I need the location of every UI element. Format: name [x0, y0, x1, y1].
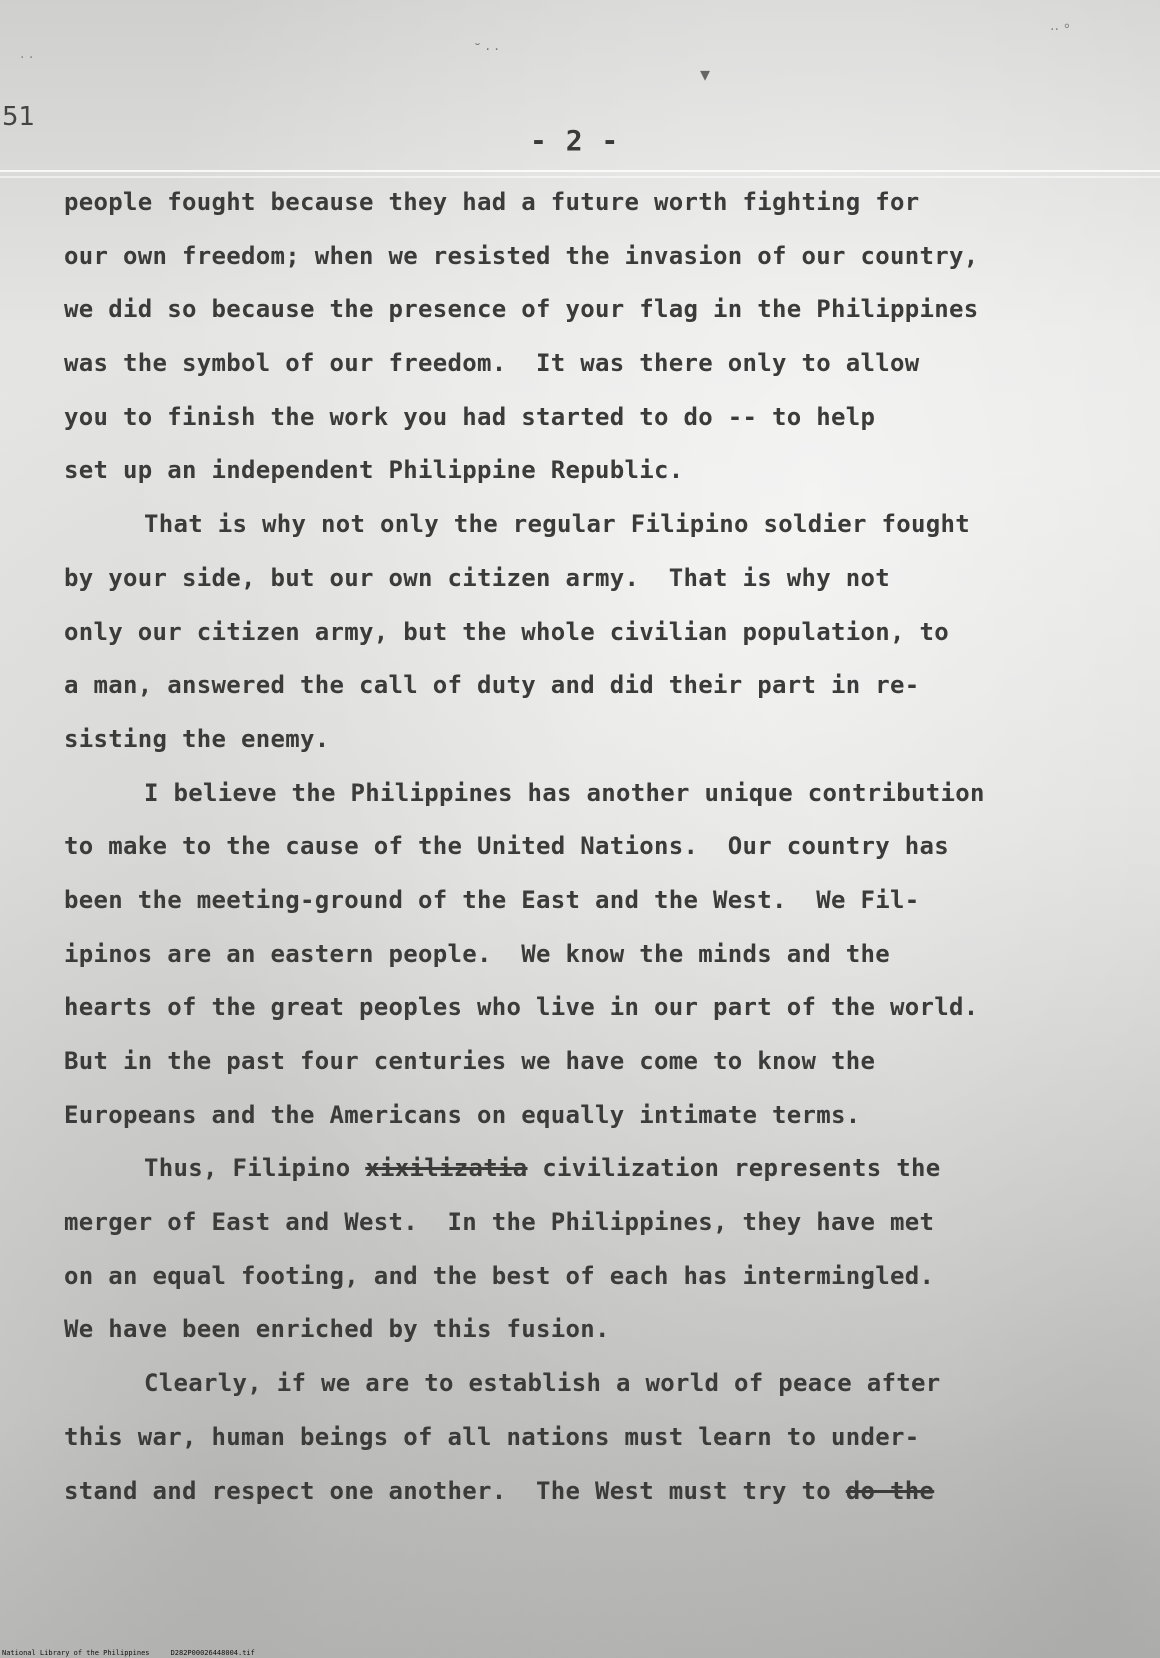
- text-line: by your side, but our own citizen army. That is why not: [64, 563, 890, 592]
- text-line: That is why not only the regular Filipino soldier fought: [144, 510, 970, 539]
- text-line: merger of East and West. In the Philippines, they have met: [64, 1208, 935, 1237]
- text-line: ipinos are an eastern people. We know the minds and the: [64, 939, 890, 968]
- text-line: been the meeting-ground of the East and the West. We Fil-: [64, 885, 920, 914]
- text-line: Clearly, if we are to establish a world of peace after: [144, 1369, 941, 1398]
- scan-speck: ▾: [700, 62, 711, 86]
- text-line: hearts of the great peoples who live in our part of the world.: [64, 993, 979, 1022]
- text-line: you to finish the work you had started to do -- to help: [64, 402, 876, 431]
- text-line: sisting the enemy.: [64, 724, 330, 753]
- text-line: we did so because the presence of your flag in the Philippines: [64, 295, 979, 324]
- text-fragment: civilization represents the: [527, 1154, 941, 1183]
- text-line: this war, human beings of all nations must learn to under-: [64, 1422, 920, 1451]
- text-line: a man, answered the call of duty and did their part in re-: [64, 671, 920, 700]
- text-line: [64, 1465, 1114, 1519]
- text-fragment: Thus, Filipino: [144, 1154, 366, 1183]
- text-line: our own freedom; when we resisted the invasion of our country,: [64, 241, 979, 270]
- text-line: was the symbol of our freedom. It was there only to allow: [64, 349, 920, 378]
- archive-footer-credit: National Library of the Philippines D282P00026448004.tif: [2, 1649, 255, 1657]
- scan-artifact-line: [0, 170, 1160, 172]
- text-fragment: stand and respect one another. The West must try to: [64, 1476, 846, 1505]
- text-line: I believe the Philippines has another unique contribution: [144, 778, 985, 807]
- handwritten-side-mark: 51: [2, 102, 36, 132]
- scan-speck: ·· °: [1050, 22, 1071, 38]
- text-line: Europeans and the Americans on equally intimate terms.: [64, 1100, 861, 1129]
- scan-speck: · ·: [20, 50, 34, 66]
- text-line: people fought because they had a future worth fighting for: [64, 188, 920, 216]
- text-line: only our citizen army, but the whole civilian population, to: [64, 617, 949, 646]
- scan-speck: ˘ · ·: [474, 42, 499, 58]
- page-number: - 2 -: [530, 124, 620, 157]
- text-line: We have been enriched by this fusion.: [64, 1315, 610, 1344]
- document-body: [64, 176, 1114, 1518]
- text-line: But in the past four centuries we have come to know the: [64, 1047, 876, 1075]
- text-line: to make to the cause of the United Nations. Our country has: [64, 832, 949, 861]
- text-line: on an equal footing, and the best of each has intermingled.: [64, 1261, 935, 1290]
- text-line: set up an independent Philippine Republic.: [64, 456, 684, 485]
- struck-out-word: xixilizatia: [365, 1154, 528, 1183]
- text-line: [64, 1142, 1114, 1196]
- struck-out-word: do the: [845, 1476, 935, 1505]
